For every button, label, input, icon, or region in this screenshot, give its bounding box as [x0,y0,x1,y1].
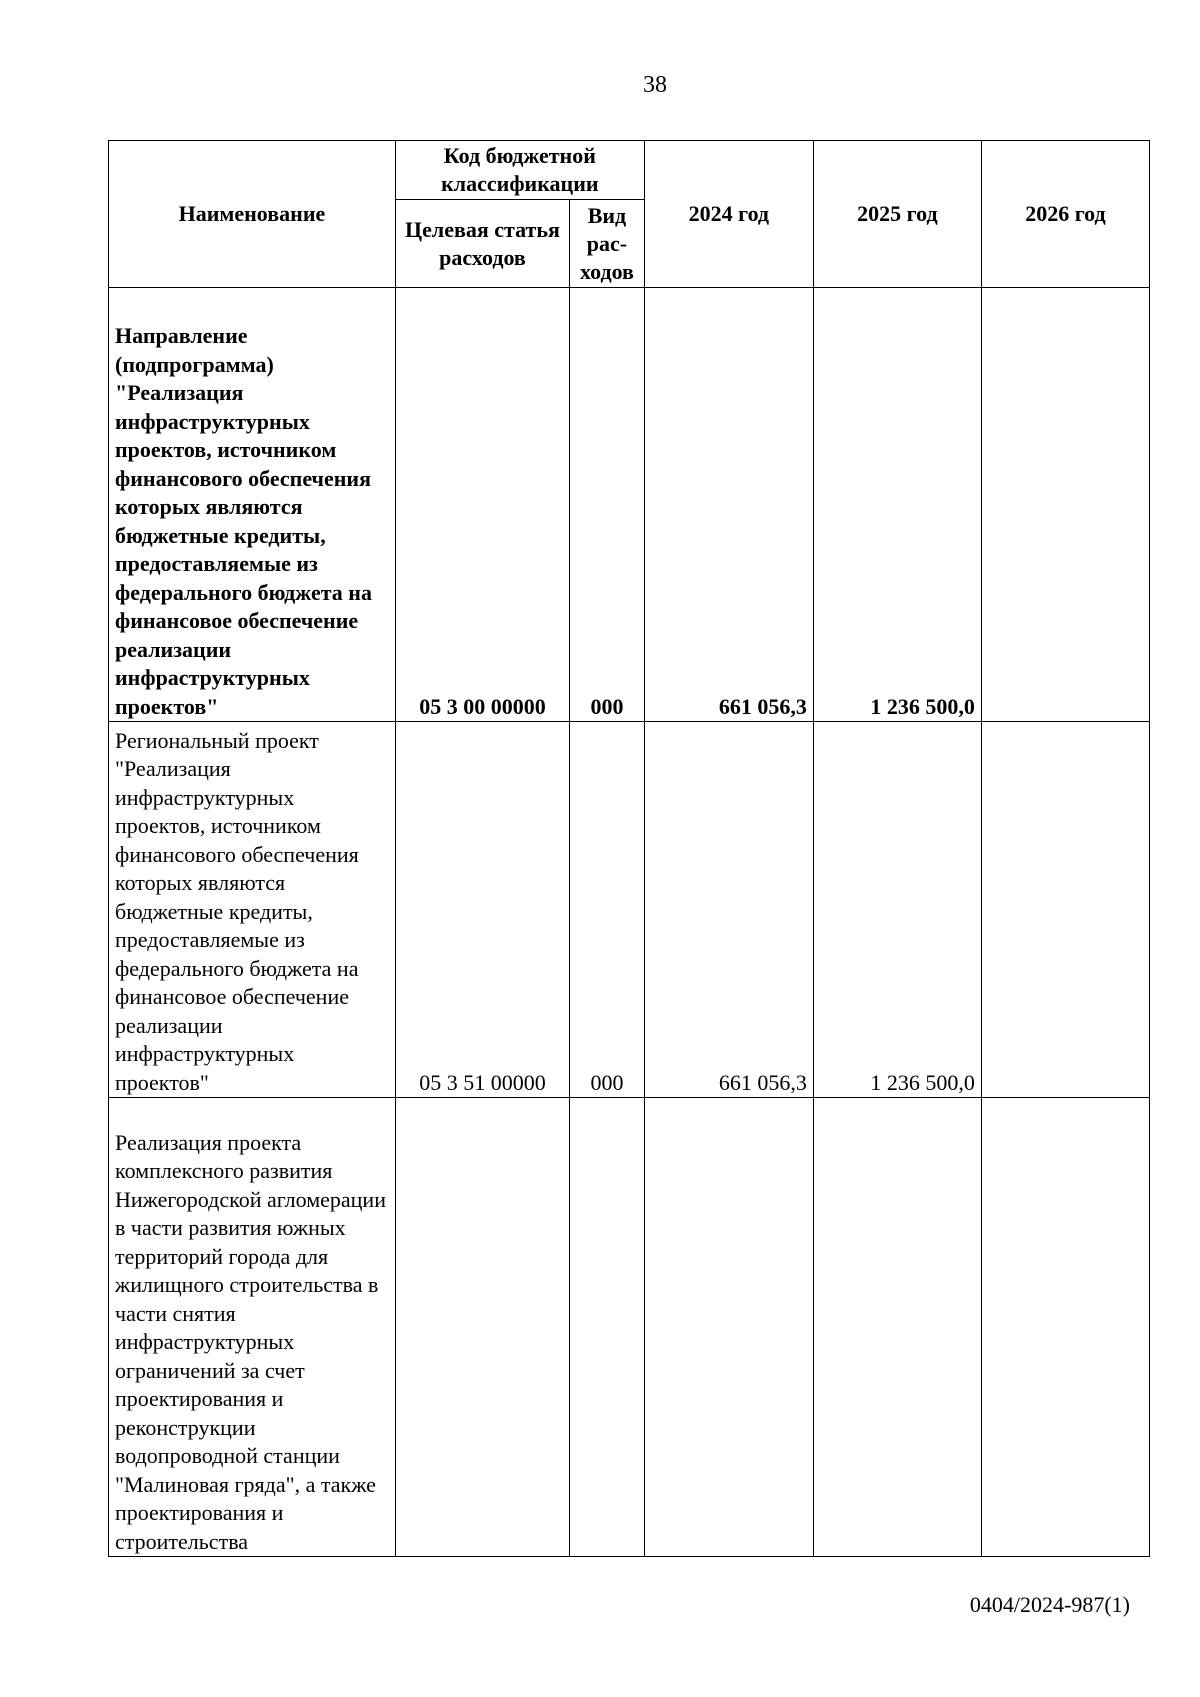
header-name: Наименование [109,141,396,288]
header-year-2026: 2026 год [981,141,1149,288]
row-value-2026 [981,722,1149,1098]
row-expense-type: 000 [570,722,645,1098]
row-name: Реализация проекта комплексного развития Нижегородской агломерации в части развития южных территорий города для жилищного строительства в части снятия инфраструктурных ограничений за счет проектирования и реконструкции водопроводной станции "Малиновая гряда", а также проектирования и строительства [109,1098,396,1557]
budget-table [108,140,1150,1557]
row-expense-type: 000 [570,288,645,722]
row-value-2026 [981,1098,1149,1557]
document-code: 0404/2024-987(1) [969,1592,1130,1617]
row-expense-type [570,1098,645,1557]
row-value-2024: 661 056,3 [644,722,813,1098]
row-value-2024 [644,1098,813,1557]
header-target-article: Целевая статья расходов [395,200,569,288]
row-target-article: 05 3 00 00000 [395,288,569,722]
header-expense-type: Вид рас-ходов [570,200,645,288]
table-row [109,1098,1150,1557]
row-value-2025: 1 236 500,0 [813,722,981,1098]
header-year-2025: 2025 год [813,141,981,288]
page-number: 38 [643,72,667,98]
row-value-2025 [813,1098,981,1557]
row-name: Направление (подпрограмма) "Реализация инфраструктурных проектов, источником финансового обеспечения которых являются бюджетные кредиты, предоставляемые из федерального бюджета на финансовое обеспечение реализации инфраструктурных проектов" [109,288,396,722]
table-row [109,288,1150,722]
header-budget-code: Код бюджетной классификации [395,141,644,200]
row-target-article [395,1098,569,1557]
row-value-2024: 661 056,3 [644,288,813,722]
row-name: Региональный проект "Реализация инфраструктурных проектов, источником финансового обеспечения которых являются бюджетные кредиты, предоставляемые из федерального бюджета на финансовое обеспечение реализации инфраструктурных проектов" [109,722,396,1098]
header-year-2024: 2024 год [644,141,813,288]
row-target-article: 05 3 51 00000 [395,722,569,1098]
row-value-2025: 1 236 500,0 [813,288,981,722]
row-value-2026 [981,288,1149,722]
table-row [109,722,1150,1098]
header-row-top [109,141,1150,200]
